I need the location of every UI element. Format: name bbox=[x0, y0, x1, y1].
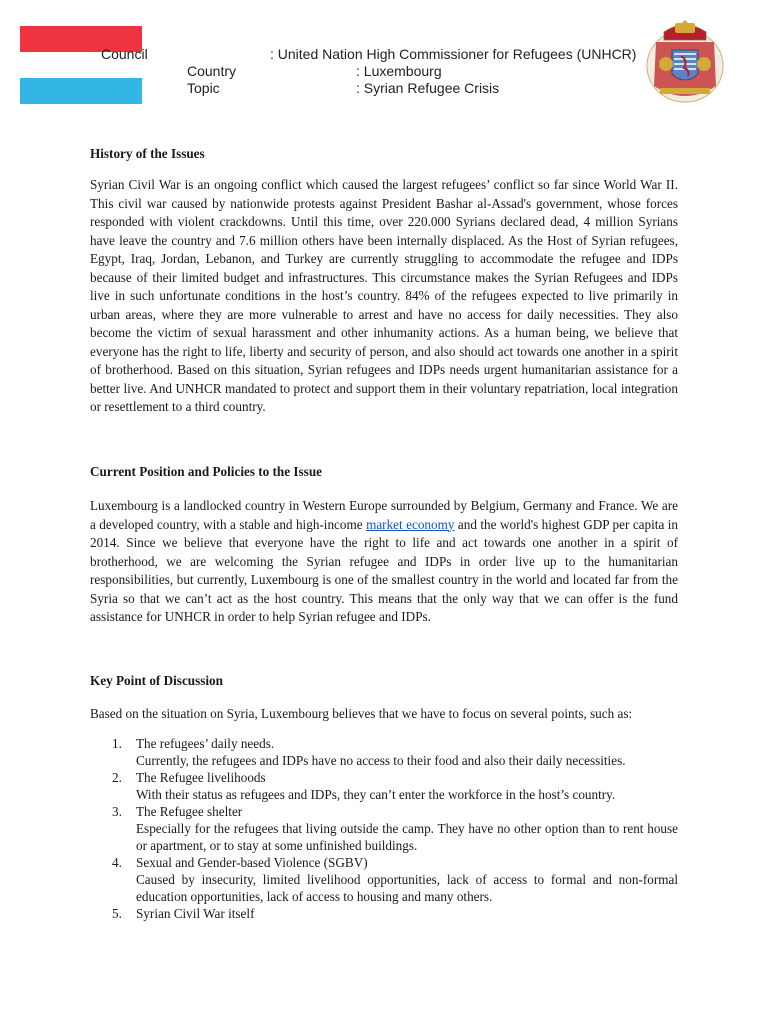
luxembourg-flag bbox=[20, 26, 142, 104]
discussion-intro-text: Based on the situation on Syria, Luxembourg believes that we have to focus on several points, such as: bbox=[90, 706, 633, 721]
point-number: 2. bbox=[112, 770, 122, 785]
point-description: Currently, the refugees and IDPs have no access to their food and also their daily necessities. bbox=[136, 753, 626, 768]
point-title: Syrian Civil War itself bbox=[136, 906, 255, 921]
council-value: : United Nation High Commissioner for Refugees (UNHCR) bbox=[270, 46, 637, 62]
position-body-before: Luxembourg is a landlocked country in Western Europe surrounded by Belgium, Germany and France. We are a developed country, with a stable and high-income bbox=[90, 498, 678, 532]
discussion-heading: Key Point of Discussion bbox=[90, 673, 223, 688]
history-section bbox=[90, 176, 678, 417]
history-body: Syrian Civil War is an ongoing conflict which caused the largest refugees’ conflict so far since World War II. This civil war caused by nationwide protests against President Bashar al-Assad's government, whose forces responded with violent crackdowns. Until this time, over 220.000 Syrians declared dead, 4 million Syrians have leave the country and 7.6 million others have been internally displaced. As the Host of Syrian refugees, Egypt, Iraq, Jordan, Lebanon, and Turkey are currently struggling to accommodate the refugee and IDPs because of their limited budget and infrastructures. This circumstance makes the Syrian Refugees and IDPs live in such unfortunate conditions in the host’s country. 84% of the refugees expected to live primarily in urban areas, where they are more vulnerable to arrest and have no access for daily necessities. They also become the victim of sexual harassment and other inhumanity actions. As a human being, we believe that everyone has the right to life, liberty and security of person, and also should act towards one another in a spirit of brotherhood. Based on this situation, Syrian refugees and IDPs needs urgent humanitarian assistance for a better live. And UNHCR mandated to protect and support them in their voluntary repatriation, local integration or resettlement to a third country. bbox=[90, 177, 678, 414]
position-section bbox=[90, 497, 678, 627]
list-item bbox=[90, 735, 678, 769]
country-label: Country bbox=[187, 63, 237, 79]
discussion-points-list bbox=[90, 735, 678, 922]
council-label: Council bbox=[101, 46, 148, 62]
point-number: 1. bbox=[112, 736, 122, 751]
topic-value: : Syrian Refugee Crisis bbox=[356, 80, 500, 96]
market-economy-link[interactable]: market economy bbox=[366, 516, 455, 532]
list-item bbox=[90, 769, 678, 803]
country-value: : Luxembourg bbox=[356, 63, 442, 79]
point-description: Especially for the refugees that living outside the camp. They have no other option than to rent house or apartment, or to stay at some unfinished buildings. bbox=[136, 821, 678, 853]
luxembourg-coat-of-arms-icon bbox=[644, 20, 726, 106]
flag-blue-stripe bbox=[20, 78, 142, 104]
point-title: Sexual and Gender-based Violence (SGBV) bbox=[136, 855, 368, 870]
point-title: The refugees’ daily needs. bbox=[136, 736, 275, 751]
point-description: Caused by insecurity, limited livelihood opportunities, lack of access to formal and non-formal education opportunities, lack of access to housing and many others. bbox=[136, 872, 678, 904]
discussion-intro bbox=[90, 705, 678, 724]
position-body bbox=[90, 497, 678, 627]
point-number: 4. bbox=[112, 855, 122, 870]
point-number: 3. bbox=[112, 804, 122, 819]
history-heading: History of the Issues bbox=[90, 146, 205, 161]
point-title: The Refugee shelter bbox=[136, 804, 243, 819]
point-description: With their status as refugees and IDPs, they can’t enter the workforce in the host’s country. bbox=[136, 787, 616, 802]
topic-label: Topic bbox=[187, 80, 220, 96]
position-heading: Current Position and Policies to the Issue bbox=[90, 464, 323, 479]
position-body-after: and the world's highest GDP per capita in 2014. Since we believe that everyone have the right to life and act towards one another in a spirit of brotherhood, we are welcoming the Syrian refugee and IDPs in order live up to the humanitarian responsibilities, but currently, Luxembourg is one of the smallest country in the world and located far from the Syria so that we can’t act as the host country. This means that the only way that we can offer is the fund assistance for UNHCR in order to help Syrian refugee and IDPs. bbox=[90, 516, 678, 624]
list-item bbox=[90, 854, 678, 905]
list-item bbox=[90, 803, 678, 854]
point-number: 5. bbox=[112, 906, 122, 921]
list-item bbox=[90, 905, 678, 922]
point-title: The Refugee livelihoods bbox=[136, 770, 266, 785]
